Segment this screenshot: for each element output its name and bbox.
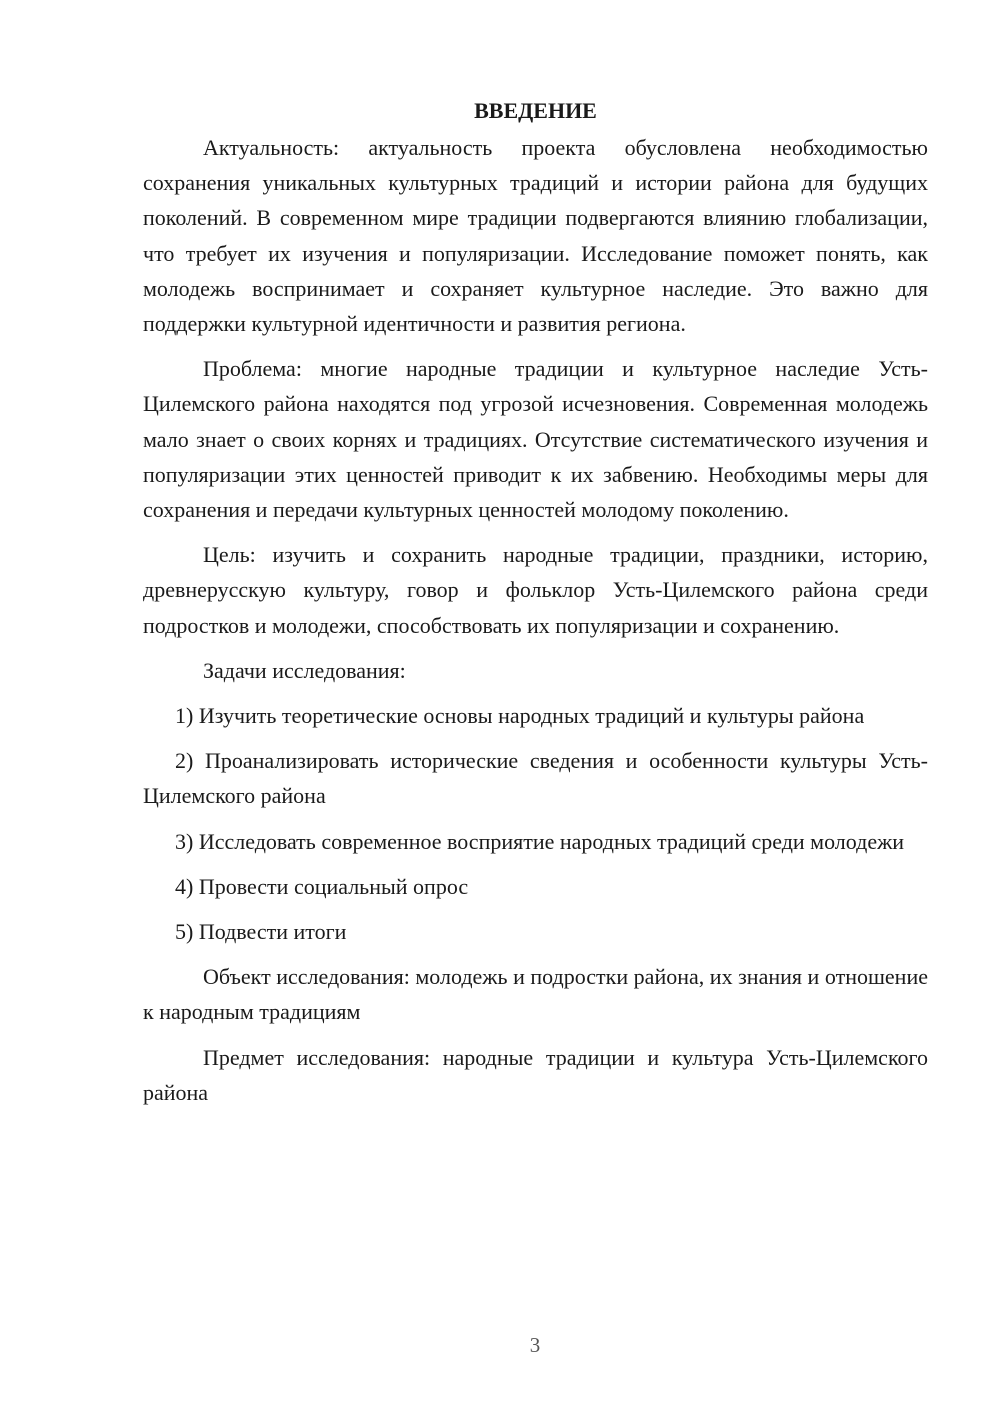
page-number: 3 (529, 1333, 541, 1357)
task-item-5: 5) Подвести итоги (175, 919, 347, 945)
object-paragraph: Объект исследования: молодежь и подростки района, их знания и отношение к народным традициям (143, 964, 928, 1025)
tasks-heading: Задачи исследования: (203, 657, 406, 683)
task-item-3: 3) Исследовать современное восприятие народных традиций среди молодежи (175, 828, 905, 854)
task-item-2: 2) Проанализировать исторические сведения и особенности культуры Усть-Цилемского района (143, 748, 928, 809)
page-title: ВВЕДЕНИЕ (474, 98, 597, 123)
problem-paragraph: Проблема: многие народные традиции и культурное наследие Усть-Цилемского района находятся под угрозой исчезновения. Современная молодежь мало знает о своих корнях и традициях. Отсутствие систематического изучения и популяризации этих ценностей приводит к их забвению. Необходимы меры для сохранения и передачи культурных ценностей молодому поколению. (143, 356, 928, 523)
task-item-1: 1) Изучить теоретические основы народных традиций и культуры района (175, 703, 865, 729)
goal-paragraph: Цель: изучить и сохранить народные традиции, праздники, историю, древнерусскую культуру, говор и фольклор Усть-Цилемского района среди подростков и молодежи, способствовать их популяризации и сохранению. (143, 542, 928, 638)
task-item-4: 4) Провести социальный опрос (175, 873, 469, 899)
tasks-list (143, 698, 928, 949)
document-page (143, 96, 928, 1120)
subject-paragraph: Предмет исследования: народные традиции и культура Усть-Цилемского района (143, 1044, 928, 1105)
relevance-paragraph: Актуальность: актуальность проекта обусловлена необходимостью сохранения уникальных культурных традиций и истории района для будущих поколений. В современном мире традиции подвергаются влиянию глобализации, что требует их изучения и популяризации. Исследование поможет понять, как молодежь воспринимает и сохраняет культурное наследие. Это важно для поддержки культурной идентичности и развития региона. (143, 135, 928, 337)
